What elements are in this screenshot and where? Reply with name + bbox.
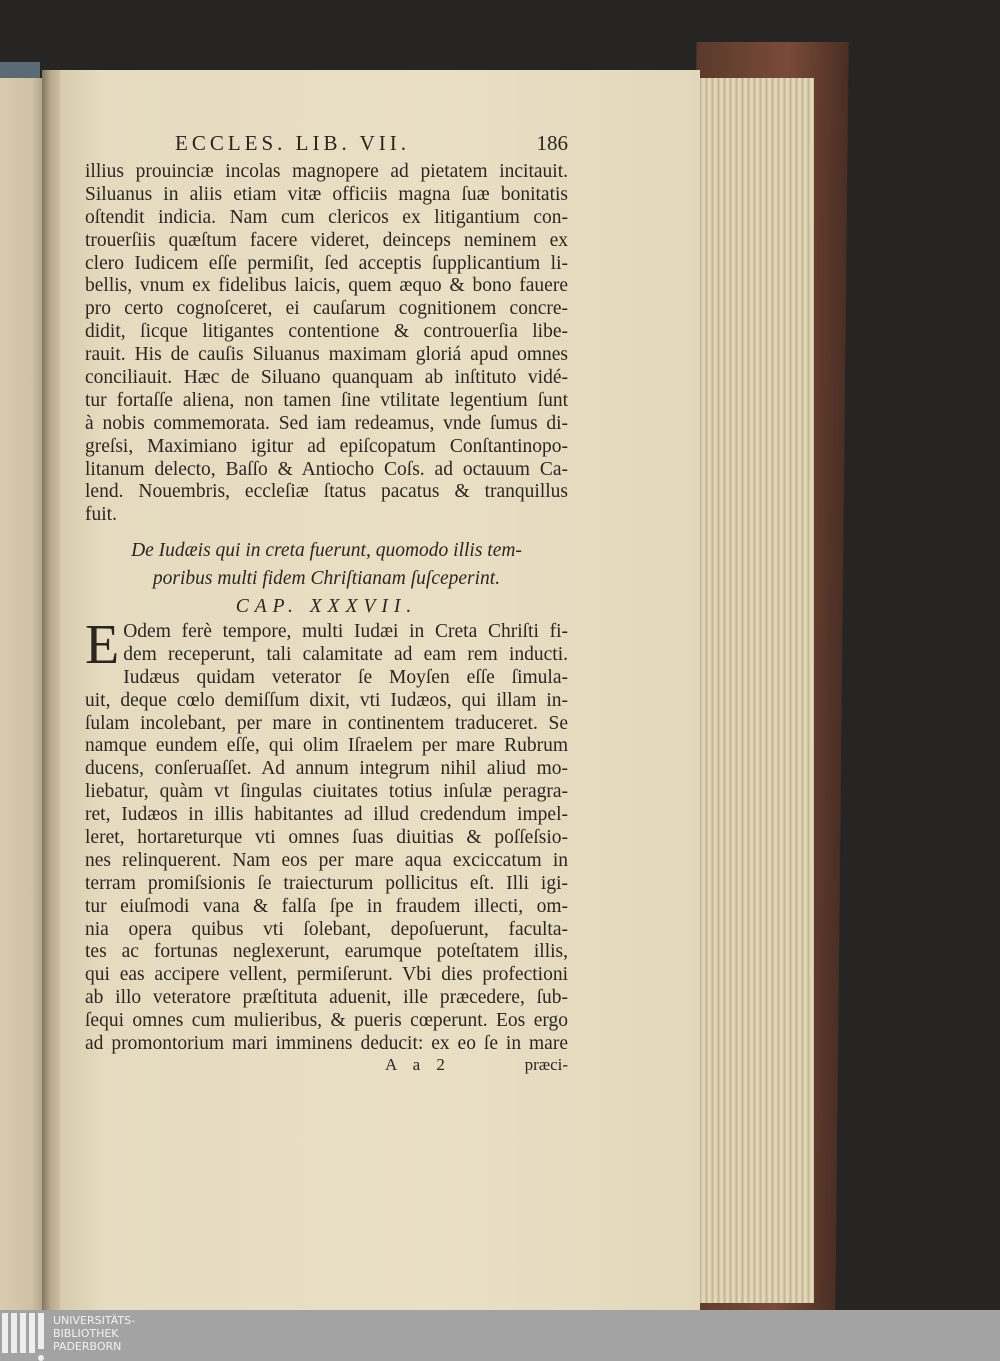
text-line: namque eundem eſſe, qui olim Iſraelem per mare Rubrum	[85, 735, 568, 757]
text-line: trouerſiis quæſtum facere videret, deinceps neminem ex	[85, 229, 568, 251]
chapter-title-line: De Iudæis qui in creta fuerunt, quomodo illis tem-	[131, 540, 522, 561]
text-line: ſequi omnes cum mulieribus, & pueris cœperunt. Eos ergo	[85, 1010, 568, 1032]
text-line: tur eiuſmodi vana & falſa ſpe in fraudem illecti, om-	[85, 895, 568, 917]
text-line: dem receperunt, tali calamitate ad eam rem inducti.	[123, 643, 568, 665]
text-line: greſsi, Maximiano igitur ad epiſcopatum Conſtantinopo-	[85, 435, 568, 457]
text-line: illius prouinciæ incolas magnopere ad pietatem incitauit.	[85, 161, 568, 182]
page-header	[85, 131, 568, 157]
text-line: rauit. His de cauſis Siluanus maximam gloriá apud omnes	[85, 344, 568, 366]
chapter-heading	[85, 537, 568, 621]
page-number: 186	[536, 131, 568, 155]
text-line: tes ac fortunas neglexerunt, earumque poteſtatem illis,	[85, 941, 568, 963]
text-line: nia opera quibus vti ſolebant, depoſuerunt, faculta-	[85, 918, 568, 940]
library-name-line: BIBLIOTHEK	[53, 1327, 119, 1340]
text-line: Odem ferè tempore, multi Iudæi in Creta Chriſti fi-	[123, 621, 568, 642]
left-page-sliver	[0, 78, 46, 1310]
text-line: ducens, conſeruaſſet. Ad annum integrum nihil aliud mo-	[85, 758, 568, 780]
text-line: qui eas accipere vellent, permiſerunt. Vbi dies profectioni	[85, 964, 568, 986]
text-line: tur fortaſſe aliena, non tamen ſine vtilitate legentium ſunt	[85, 389, 568, 411]
library-name-line: UNIVERSITÄTS-	[53, 1314, 136, 1327]
page-edges	[696, 78, 814, 1303]
text-line: à nobis commemorata. Sed iam redeamus, vnde ſumus di-	[85, 412, 568, 434]
text-line: terram promiſsionis ſe traiecturum pollicitus eſt. Illi igi-	[85, 872, 568, 894]
text-line: fuit.	[85, 504, 117, 526]
text-line: bellis, vnum ex fidelibus laicis, quem æquo & bono fauere	[85, 275, 568, 297]
text-line: Siluanus in aliis etiam vitæ officiis magna ſuæ bonitatis	[85, 183, 568, 205]
paragraph-2	[85, 614, 568, 1056]
running-title: ECCLES. LIB. VII.	[175, 131, 411, 155]
library-logo-icon	[0, 1310, 44, 1361]
text-line: Iudæus quidam veterator ſe Moyſen eſſe ſimula-	[123, 666, 568, 688]
text-line: ad promontorium mari imminens deducit: ex eo ſe in mare	[85, 1033, 568, 1055]
text-line: liebatur, quàm vt ſingulas ciuitates totius inſulæ peragra-	[85, 781, 568, 803]
drop-cap: E	[85, 614, 120, 676]
text-line: clero Iudicem eſſe permiſit, ſed acceptis ſupplicantium li-	[85, 252, 568, 274]
text-line: nes relinquerent. Nam eos per mare aqua exciccatum in	[85, 849, 568, 871]
text-line: ab illo veteratore præſtituta aduenit, ille præcedere, ſub-	[85, 987, 568, 1009]
text-line: didit, ſicque litigantes contentione & controuerſia libe-	[85, 321, 568, 343]
catchword: præci-	[524, 1055, 568, 1074]
chapter-number: CAP. XXXVII.	[235, 596, 418, 617]
text-line: uit, deque cœlo demiſſum dixit, vti Iudæos, qui illam in-	[85, 689, 568, 711]
chapter-title-line: poribus multi fidem Chriſtianam ſuſceperint.	[152, 568, 501, 589]
paragraph-1	[85, 161, 568, 527]
library-name	[53, 1314, 135, 1353]
text-line: conciliauit. Hæc de Siluano quanquam ab inſtituto vidé-	[85, 367, 568, 389]
text-line: leret, hortareturque vti omnes ſuas diuitias & poſſeſsio-	[85, 827, 568, 849]
text-line: oſtendit indicia. Nam cum clericos ex litigantium con-	[85, 206, 568, 228]
text-line: lend. Nouembris, eccleſiæ ſtatus pacatus & tranquillus	[85, 481, 568, 503]
text-line: litanum delecto, Baſſo & Antiocho Coſs. ad octauum Ca-	[85, 458, 568, 480]
library-brand-bar	[0, 1310, 1000, 1361]
text-line: pro certo cognoſceret, ei cauſarum cognitionem concre-	[85, 298, 568, 320]
text-line: ret, Iudæos in illis habitantes ad illud credendum impel-	[85, 804, 568, 826]
text-line: ſulam incolebant, per mare in continentem traduceret. Se	[85, 712, 568, 734]
signature-mark: A a 2	[385, 1055, 451, 1074]
library-name-line: PADERBORN	[53, 1340, 122, 1353]
book-gutter	[42, 70, 60, 1310]
